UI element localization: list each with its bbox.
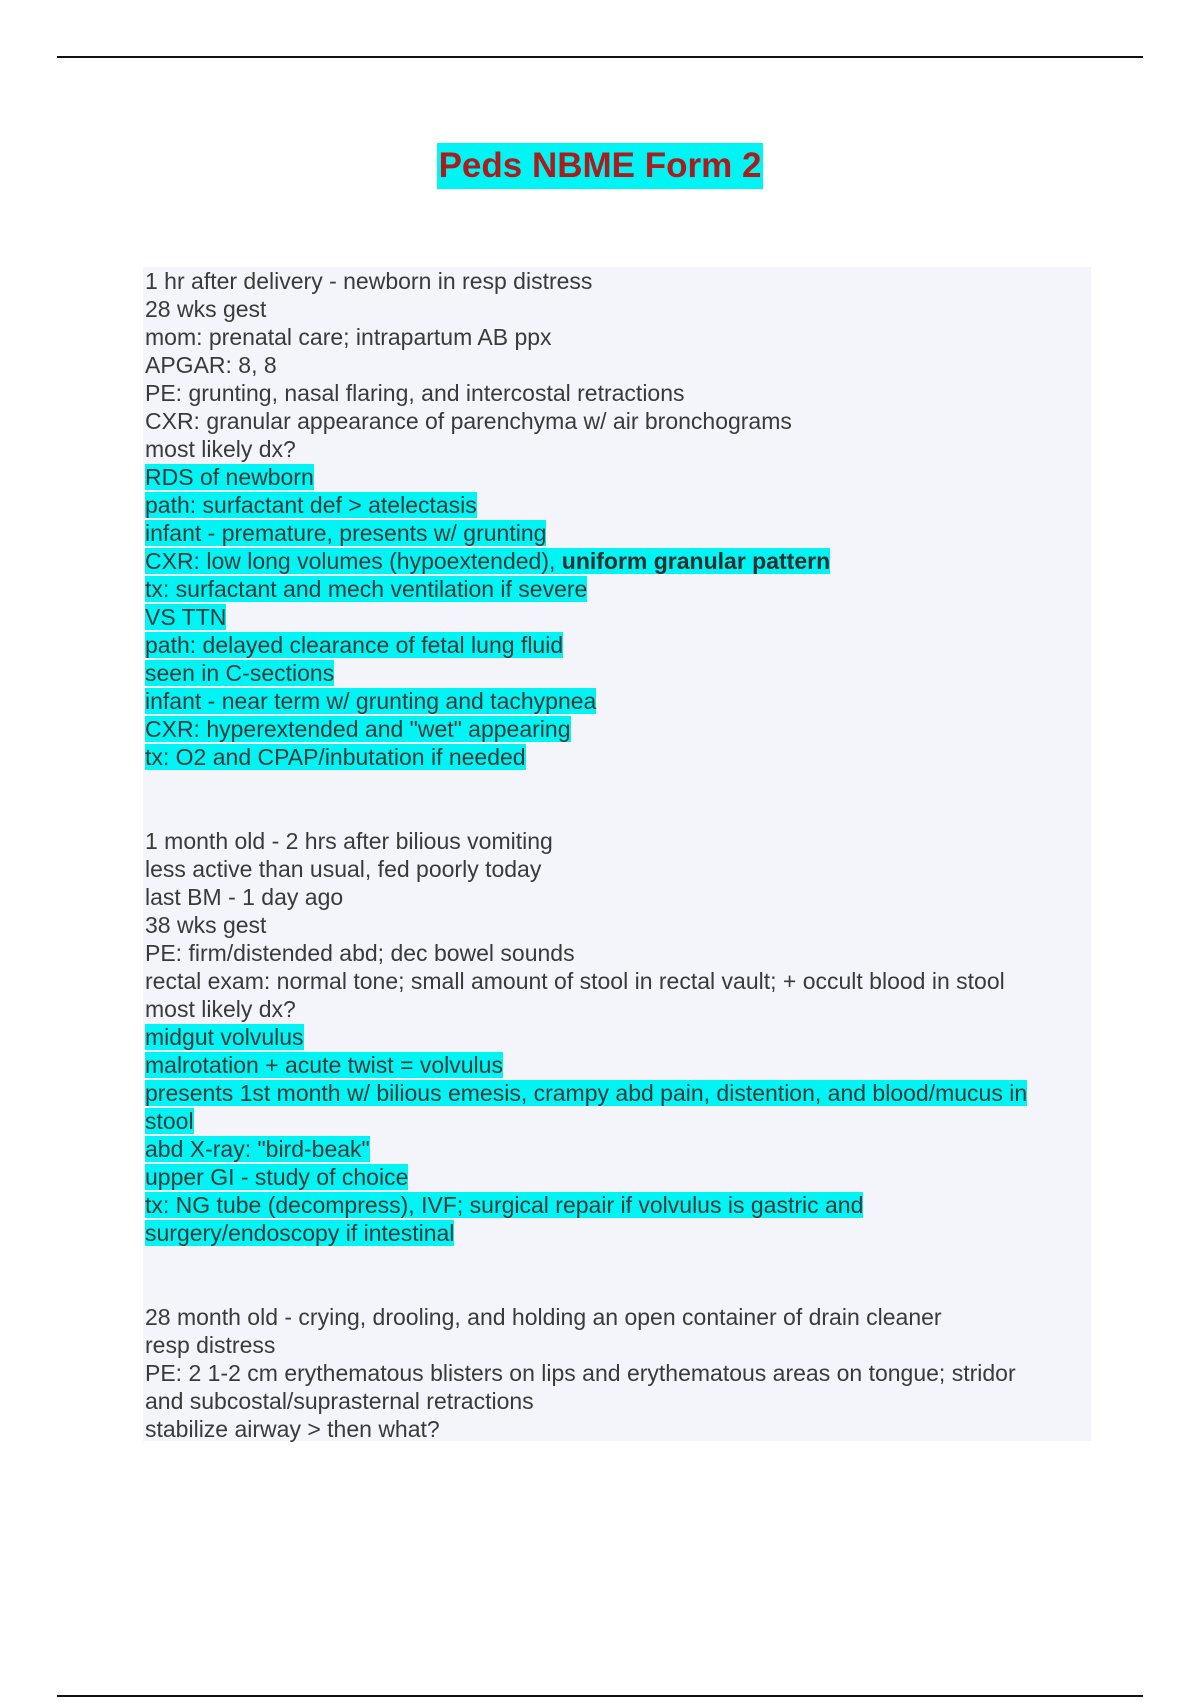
case-1-line: mom: prenatal care; intrapartum AB ppx	[145, 324, 552, 350]
section-gap	[145, 771, 1087, 827]
footer-rule	[57, 1695, 1143, 1697]
answer-line: infant - near term w/ grunting and tachypnea	[145, 688, 597, 714]
case-2-line: 38 wks gest	[145, 912, 267, 938]
case-1-line: APGAR: 8, 8	[145, 352, 277, 378]
case-1-line: 1 hr after delivery - newborn in resp distress	[145, 268, 593, 294]
case-2-line: PE: firm/distended abd; dec bowel sounds	[145, 940, 575, 966]
header-rule	[57, 56, 1143, 58]
answer-line: malrotation + acute twist = volvulus	[145, 1052, 503, 1078]
case-1-question	[145, 267, 1087, 463]
case-3-line: 28 month old - crying, drooling, and holding an open container of drain cleaner	[145, 1304, 942, 1330]
case-3-line: and subcostal/suprasternal retractions	[145, 1388, 534, 1414]
answer-line: path: delayed clearance of fetal lung fluid	[145, 632, 564, 658]
title-area	[0, 143, 1200, 189]
case-2-line: last BM - 1 day ago	[145, 884, 344, 910]
answer-line: stool	[145, 1108, 194, 1134]
case-1-answer	[145, 463, 1087, 771]
case-1-line: PE: grunting, nasal flaring, and intercostal retractions	[145, 380, 685, 406]
answer-line: tx: O2 and CPAP/inbutation if needed	[145, 744, 526, 770]
answer-line: path: surfactant def > atelectasis	[145, 492, 477, 518]
case-3-line: stabilize airway > then what?	[145, 1416, 440, 1442]
case-2-line: rectal exam: normal tone; small amount of stool in rectal vault; + occult blood in stool	[145, 968, 1005, 994]
case-3-line: resp distress	[145, 1332, 276, 1358]
notes-panel	[143, 267, 1091, 1441]
answer-line: surgery/endoscopy if intestinal	[145, 1220, 455, 1246]
case-1-line: CXR: granular appearance of parenchyma w/ air bronchograms	[145, 408, 792, 434]
case-1-line: most likely dx?	[145, 436, 296, 462]
case-2-answer	[145, 1023, 1087, 1247]
answer-line: presents 1st month w/ bilious emesis, crampy abd pain, distention, and blood/mucus in	[145, 1080, 1028, 1106]
answer-line: upper GI - study of choice	[145, 1164, 409, 1190]
section-gap	[145, 1247, 1087, 1303]
case-2-line: less active than usual, fed poorly today	[145, 856, 542, 882]
answer-line: tx: surfactant and mech ventilation if severe	[145, 576, 588, 602]
answer-line: seen in C-sections	[145, 660, 335, 686]
case-2-line: most likely dx?	[145, 996, 296, 1022]
answer-line: tx: NG tube (decompress), IVF; surgical repair if volvulus is gastric and	[145, 1192, 864, 1218]
answer-line: CXR: hyperextended and "wet" appearing	[145, 716, 571, 742]
case-1-line: 28 wks gest	[145, 296, 267, 322]
answer-line: abd X-ray: "bird-beak"	[145, 1136, 370, 1162]
answer-line: RDS of newborn	[145, 464, 314, 490]
answer-bold-text: uniform granular pattern	[561, 548, 831, 574]
notes-text	[145, 267, 1087, 1443]
case-2-question	[145, 827, 1087, 1023]
page-title: Peds NBME Form 2	[437, 143, 764, 189]
case-3-question	[145, 1303, 1087, 1443]
answer-line: infant - premature, presents w/ grunting	[145, 520, 547, 546]
answer-line: CXR: low long volumes (hypoextended),	[145, 548, 562, 574]
answer-line: VS TTN	[145, 604, 227, 630]
case-2-line: 1 month old - 2 hrs after bilious vomiting	[145, 828, 553, 854]
case-3-line: PE: 2 1-2 cm erythematous blisters on lips and erythematous areas on tongue; stridor	[145, 1360, 1016, 1386]
answer-line: midgut volvulus	[145, 1024, 304, 1050]
